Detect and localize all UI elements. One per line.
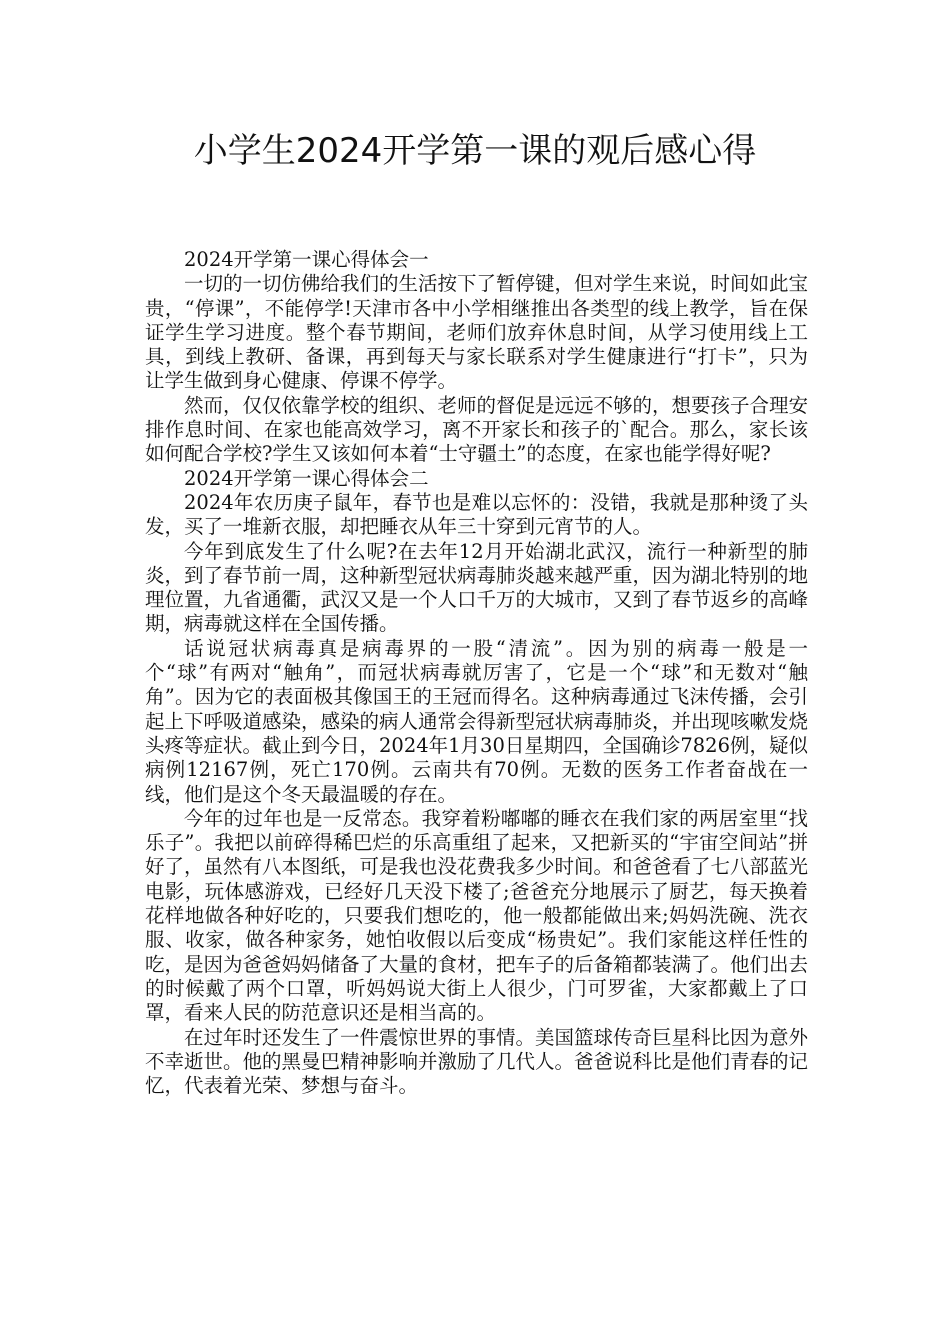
paragraph: 今年到底发生了什么呢?在去年12月开始湖北武汉，流行一种新型的肺炎，到了春节前一周，这种新型冠状病毒肺炎越来越严重，因为湖北特别的地理位置，九省通衢，武汉又是一个人口千万的大城市，又到了春节返乡的高峰期，病毒就这样在全国传播。: [145, 539, 809, 636]
paragraph: 在过年时还发生了一件震惊世界的事情。美国篮球传奇巨星科比因为意外不幸逝世。他的黑曼巴精神影响并激励了几代人。爸爸说科比是他们青春的记忆，代表着光荣、梦想与奋斗。: [145, 1025, 809, 1098]
paragraph: 2024年农历庚子鼠年，春节也是难以忘怀的：没错，我就是那种烫了头发，买了一堆新衣服，却把睡衣从年三十穿到元宵节的人。: [145, 490, 808, 539]
paragraph: 然而，仅仅依靠学校的组织、老师的督促是远远不够的，想要孩子合理安排作息时间、在家也能高效学习，离不开家长和孩子的`配合。那么，家长该如何配合学校?学生又该如何本着“士守疆土”的态度，在家也能学得好呢?: [145, 393, 809, 466]
paragraph: 今年的过年也是一反常态。我穿着粉嘟嘟的睡衣在我们家的两居室里“找乐子”。我把以前碎得稀巴烂的乐高重组了起来，又把新买的“宇宙空间站”拼好了，虽然有八本图纸，可是我也没花费我多少时间。和爸爸看了七八部蓝光电影，玩体感游戏，已经好几天没下楼了;爸爸充分地展示了厨艺，每天换着花样地做各种好吃的，只要我们想吃的，他一般都能做出来;妈妈洗碗、洗衣服、收家，做各种家务，她怕收假以后变成“杨贵妃”。我们家能这样任性的吃，是因为爸爸妈妈储备了大量的食材，把车子的后备箱都装满了。他们出去的时候戴了两个口罩，听妈妈说大街上人很少，门可罗雀，大家都戴上了口罩，看来人民的防范意识还是相当高的。: [145, 806, 809, 1025]
document-body: [145, 248, 808, 1098]
paragraph: 话说冠状病毒真是病毒界的一股“清流”。因为别的病毒一般是一个“球”有两对“触角”，而冠状病毒就厉害了，它是一个“球”和无数对“触角”。因为它的表面极其像国王的王冠而得名。这种病毒通过飞沫传播，会引起上下呼吸道感染，感染的病人通常会得新型冠状病毒肺炎，并出现咳嗽发烧头疼等症状。截止到今日，2024年1月30日星期四，全国确诊7826例，疑似病例12167例，死亡170例。云南共有70例。无数的医务工作者奋战在一线，他们是这个冬天最温暖的存在。: [145, 636, 809, 806]
paragraph: 一切的一切仿佛给我们的生活按下了暂停键，但对学生来说，时间如此宝贵，“停课”，不能停学!天津市各中小学相继推出各类型的线上教学，旨在保证学生学习进度。整个春节期间，老师们放弃休息时间，从学习使用线上工具，到线上教研、备课，再到每天与家长联系对学生健康进行“打卡”，只为让学生做到身心健康、停课不停学。: [145, 272, 809, 393]
section-heading-1: 2024开学第一课心得体会一: [184, 248, 429, 271]
section-heading-2: 2024开学第一课心得体会二: [184, 466, 429, 490]
document-title: 小学生2024开学第一课的观后感心得: [193, 131, 757, 171]
